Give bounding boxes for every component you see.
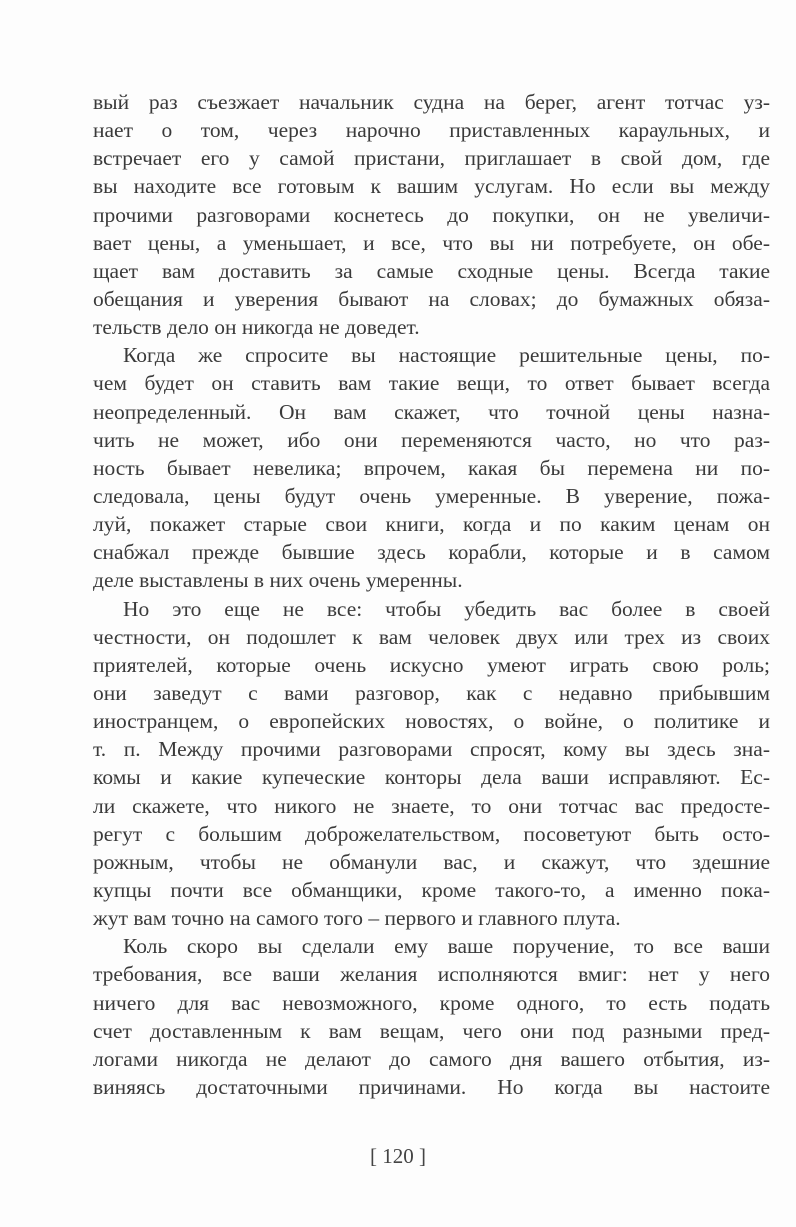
- text-line: снабжал прежде бывшие здесь корабли, которые и в самом: [93, 540, 770, 565]
- text-line: щает вам доставить за самые сходные цены. Всегда такие: [93, 258, 770, 283]
- text-line: луй, покажет старые свои книги, когда и по каким ценам он: [93, 512, 770, 537]
- text-line: приятелей, которые очень искусно умеют играть свою роль;: [93, 652, 770, 677]
- text-line: логами никогда не делают до самого дня вашего отбытия, из-: [93, 1046, 770, 1071]
- text-line: Но это еще не все: чтобы убедить вас более в своей: [123, 596, 770, 621]
- text-line: купцы почти все обманщики, кроме такого-то, а именно пока-: [93, 877, 770, 902]
- text-line: деле выставлены в них очень умеренны.: [93, 568, 463, 593]
- text-line: нает о том, через нарочно приставленных караульных, и: [93, 118, 770, 143]
- text-line: Коль скоро вы сделали ему ваше поручение, то все ваши: [123, 934, 770, 959]
- text-line: прочими разговорами коснетесь до покупки, он не увеличи-: [93, 202, 770, 227]
- text-line: ничего для вас невозможного, кроме одного, то есть подать: [93, 990, 770, 1015]
- text-line: комы и какие купеческие конторы дела ваши исправляют. Ес-: [93, 765, 770, 790]
- page-number: [ 120 ]: [370, 1144, 426, 1168]
- text-line: они заведут с вами разговор, как с недавно прибывшим: [93, 680, 770, 705]
- body-text: [93, 88, 770, 1101]
- text-line: вый раз съезжает начальник судна на берег, агент тотчас уз-: [93, 90, 770, 114]
- text-line: тельств дело он никогда не доведет.: [93, 315, 420, 340]
- text-line: ли скажете, что никого не знаете, то они тотчас вас предосте-: [93, 793, 770, 818]
- text-line: виняясь достаточными причинами. Но когда вы настоите: [93, 1074, 770, 1099]
- text-line: неопределенный. Он вам скажет, что точной цены назна-: [93, 399, 770, 424]
- text-line: рожным, чтобы не обманули вас, и скажут, что здешние: [93, 849, 770, 874]
- text-line: т. п. Между прочими разговорами спросят, кому вы здесь зна-: [93, 737, 770, 762]
- text-line: Когда же спросите вы настоящие решительные цены, по-: [123, 343, 770, 368]
- text-line: жут вам точно на самого того – первого и главного плута.: [93, 906, 621, 931]
- text-line: обещания и уверения бывают на словах; до бумажных обяза-: [93, 286, 770, 311]
- text-line: требования, все ваши желания исполняются вмиг: нет у него: [93, 962, 770, 987]
- text-line: честности, он подошлет к вам человек двух или трех из своих: [93, 624, 770, 649]
- text-line: ность бывает невелика; впрочем, какая бы перемена ни по-: [93, 455, 770, 480]
- text-line: иностранцем, о европейских новостях, о войне, о политике и: [93, 709, 770, 734]
- text-line: вы находите все готовым к вашим услугам. Но если вы между: [93, 174, 770, 199]
- text-line: чить не может, ибо они переменяются часто, но что раз-: [93, 427, 770, 452]
- text-line: следовала, цены будут очень умеренные. В уверение, пожа-: [93, 483, 770, 508]
- text-line: встречает его у самой пристани, приглашает в свой дом, где: [93, 146, 770, 171]
- text-line: чем будет он ставить вам такие вещи, то ответ бывает всегда: [93, 371, 770, 396]
- text-line: счет доставленным к вам вещам, чего они под разными пред-: [93, 1018, 770, 1043]
- text-line: регут с большим доброжелательством, посоветуют быть осто-: [93, 821, 770, 846]
- text-line: вает цены, а уменьшает, и все, что вы ни потребуете, он обе-: [93, 230, 770, 255]
